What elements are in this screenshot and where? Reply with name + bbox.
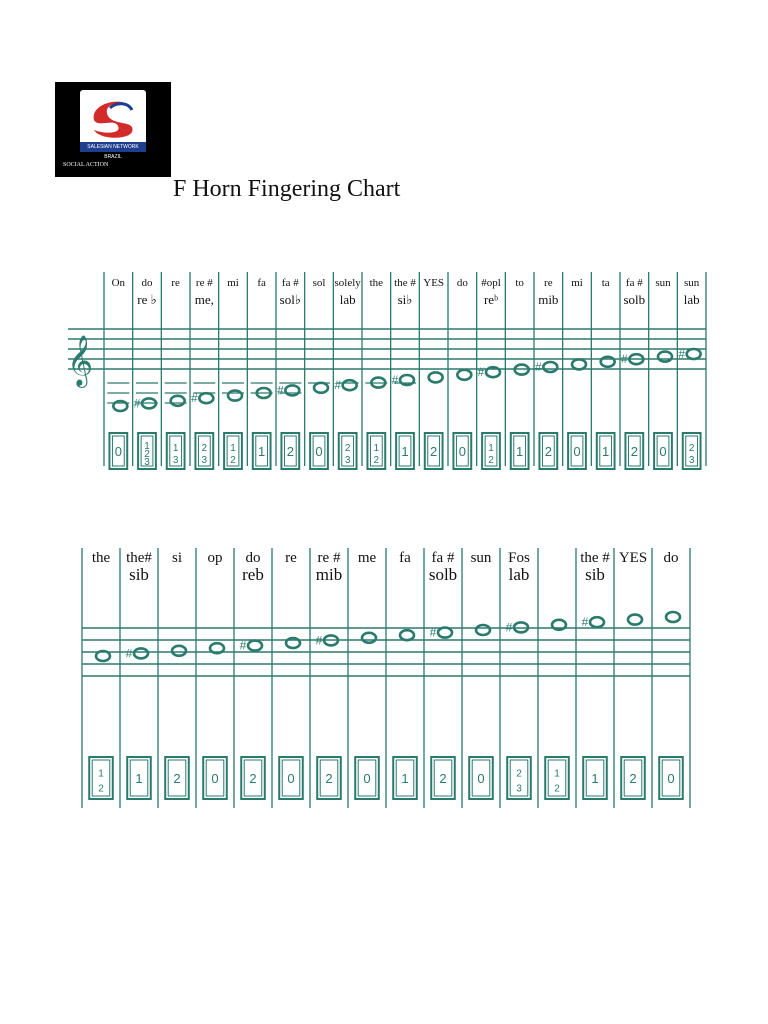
note-label-bottom: sib: [129, 565, 149, 584]
note-head: [248, 641, 262, 651]
fingering-number: 1: [488, 443, 494, 454]
note-label-top: re: [544, 277, 553, 289]
fingering-number: 0: [667, 771, 675, 786]
note-head: [666, 612, 680, 622]
note-label-top: #opl: [481, 277, 501, 289]
sharp-sign: #: [534, 360, 542, 374]
note-head: [590, 617, 604, 627]
fingering-number: 1: [401, 771, 409, 786]
note-head: [687, 349, 701, 359]
note-label-top: re: [171, 277, 180, 289]
fingering-number: 0: [114, 444, 122, 459]
note-label-bottom: sib: [585, 565, 605, 584]
note-label-top: op: [207, 550, 223, 566]
note-head: [343, 380, 357, 390]
note-label-top: fa #: [281, 277, 299, 289]
note-label-top: sol: [312, 277, 326, 289]
note-head: [438, 628, 452, 638]
note-head: [658, 352, 672, 362]
fingering-number: 1: [258, 444, 266, 459]
note-label-top: mi: [227, 277, 239, 289]
note-label-top: do: [456, 277, 468, 289]
note-label-bottom: mib: [315, 565, 343, 584]
note-head: [429, 372, 443, 382]
sharp-sign: #: [429, 625, 437, 640]
fingering-number: 0: [363, 771, 371, 786]
sharp-sign: #: [133, 396, 141, 411]
note-head: [543, 362, 557, 372]
note-label-bottom: lab: [683, 292, 700, 307]
note-label-top: si: [171, 550, 183, 566]
note-label-bottom: mib: [538, 292, 559, 307]
fingering-number: 2: [286, 444, 294, 459]
fingering-number: 3: [516, 783, 522, 795]
note-label-top: fa: [399, 550, 411, 566]
fingering-number: 2: [249, 771, 257, 786]
fingering-number: 2: [630, 444, 638, 459]
note-head: [362, 633, 376, 643]
fingering-number: 2: [516, 768, 522, 780]
fingering-number: 1: [135, 771, 143, 786]
note-head: [228, 391, 242, 401]
note-label-top: fa #: [431, 550, 455, 566]
note-label-top: the #: [580, 550, 610, 566]
fingering-number: 0: [458, 444, 466, 459]
fingering-number: 2: [373, 455, 380, 466]
note-label-top: re #: [195, 277, 213, 289]
note-head: [285, 385, 299, 395]
note-label-top: solely: [334, 277, 361, 289]
sharp-sign: #: [581, 615, 589, 630]
fingering-number: 2: [688, 443, 695, 454]
fingering-number: 0: [211, 771, 219, 786]
fingering-number: 3: [172, 455, 179, 466]
fingering-number: 1: [373, 443, 380, 454]
fingering-number: 1: [98, 768, 104, 780]
fingering-number: 1: [602, 444, 610, 459]
note-head: [172, 646, 186, 656]
fingering-number: 1: [516, 444, 524, 459]
note-label-top: re: [285, 550, 297, 566]
note-label-top: YES: [618, 550, 648, 566]
note-head: [476, 625, 490, 635]
note-head: [572, 359, 586, 369]
note-label-bottom: sol♭: [279, 292, 301, 307]
note-head: [628, 615, 642, 625]
note-label-top: to: [515, 277, 524, 289]
note-head: [171, 396, 185, 406]
note-label-top: the: [369, 277, 384, 289]
note-label-top: sun: [684, 277, 700, 289]
note-label-top: do: [663, 550, 679, 566]
note-label-top: Fos: [508, 550, 530, 566]
note-head: [134, 648, 148, 658]
note-label-top: me: [357, 550, 377, 566]
note-label-top: do: [245, 550, 261, 566]
sharp-sign: #: [477, 365, 485, 380]
sharp-sign: #: [678, 347, 686, 361]
note-label-top: the#: [126, 550, 152, 566]
fingering-number: 1: [144, 441, 150, 452]
fingering-number: 2: [344, 443, 351, 454]
note-label-top: fa #: [625, 277, 643, 289]
fingering-number: 2: [98, 783, 104, 795]
note-head: [314, 383, 328, 393]
fingering-number: 2: [173, 771, 181, 786]
fingering-number: 0: [573, 444, 581, 459]
note-label-bottom: lab: [508, 565, 530, 584]
fingering-number: 1: [172, 443, 179, 454]
fingering-number: 0: [287, 771, 295, 786]
sharp-sign: #: [620, 352, 628, 367]
fingering-number: 3: [344, 455, 351, 466]
note-label-top: re #: [317, 550, 341, 566]
fingering-number: 0: [315, 444, 323, 459]
logo-band-text: SALESIAN NETWORK BRAZIL: [80, 142, 146, 152]
sharp-sign: #: [190, 391, 198, 406]
sharp-sign: #: [334, 378, 342, 393]
note-label-top: YES: [423, 277, 445, 289]
fingering-number: 3: [144, 457, 150, 468]
note-label-top: On: [111, 277, 126, 289]
sharp-sign: #: [315, 633, 323, 648]
note-head: [199, 393, 213, 403]
fingering-number: 1: [591, 771, 599, 786]
note-label-bottom: solb: [428, 565, 458, 584]
sharp-sign: #: [239, 638, 247, 653]
sharp-sign: #: [505, 620, 513, 635]
note-label-bottom: re ♭: [137, 292, 157, 307]
fingering-number: 1: [554, 768, 560, 780]
fingering-number: 2: [430, 444, 438, 459]
note-label-bottom: si♭: [397, 292, 413, 307]
note-label-bottom: solb: [623, 292, 646, 307]
note-label-bottom: lab: [339, 292, 356, 307]
treble-clef-icon: 𝄞: [66, 336, 94, 385]
sharp-sign: #: [391, 373, 399, 387]
fingering-number: 1: [230, 443, 236, 454]
note-label-bottom: reᵇ: [483, 292, 499, 307]
fingering-number: 2: [325, 771, 333, 786]
sharp-sign: #: [125, 646, 133, 661]
note-head: [400, 630, 414, 640]
fingering-number: 1: [401, 444, 409, 459]
note-label-top: ta: [601, 277, 610, 289]
fingering-number: 2: [144, 449, 150, 460]
note-label-top: the: [91, 550, 111, 566]
fingering-number: 2: [554, 783, 560, 795]
fingering-number: 2: [230, 455, 236, 466]
note-head: [457, 370, 471, 380]
sharp-sign: #: [276, 383, 284, 398]
note-label-top: mi: [571, 277, 583, 289]
page-title: F Horn Fingering Chart: [173, 176, 401, 202]
note-label-top: sun: [470, 550, 492, 566]
fingering-number: 0: [659, 444, 667, 459]
fingering-number: 2: [629, 771, 637, 786]
note-label-top: do: [141, 277, 153, 289]
fingering-number: 2: [544, 444, 552, 459]
note-label-bottom: reb: [242, 565, 264, 584]
fingering-number: 3: [688, 455, 695, 466]
logo-sub-text: SOCIAL ACTION: [63, 162, 109, 168]
note-label-top: sun: [655, 277, 671, 289]
fingering-number: 3: [201, 455, 208, 466]
note-label-top: the #: [394, 277, 416, 289]
note-label-bottom: me,: [194, 292, 214, 307]
fingering-number: 0: [477, 771, 485, 786]
fingering-number: 2: [488, 455, 494, 466]
note-label-top: fa: [257, 277, 266, 289]
fingering-number: 2: [201, 443, 208, 454]
fingering-number: 2: [439, 771, 447, 786]
